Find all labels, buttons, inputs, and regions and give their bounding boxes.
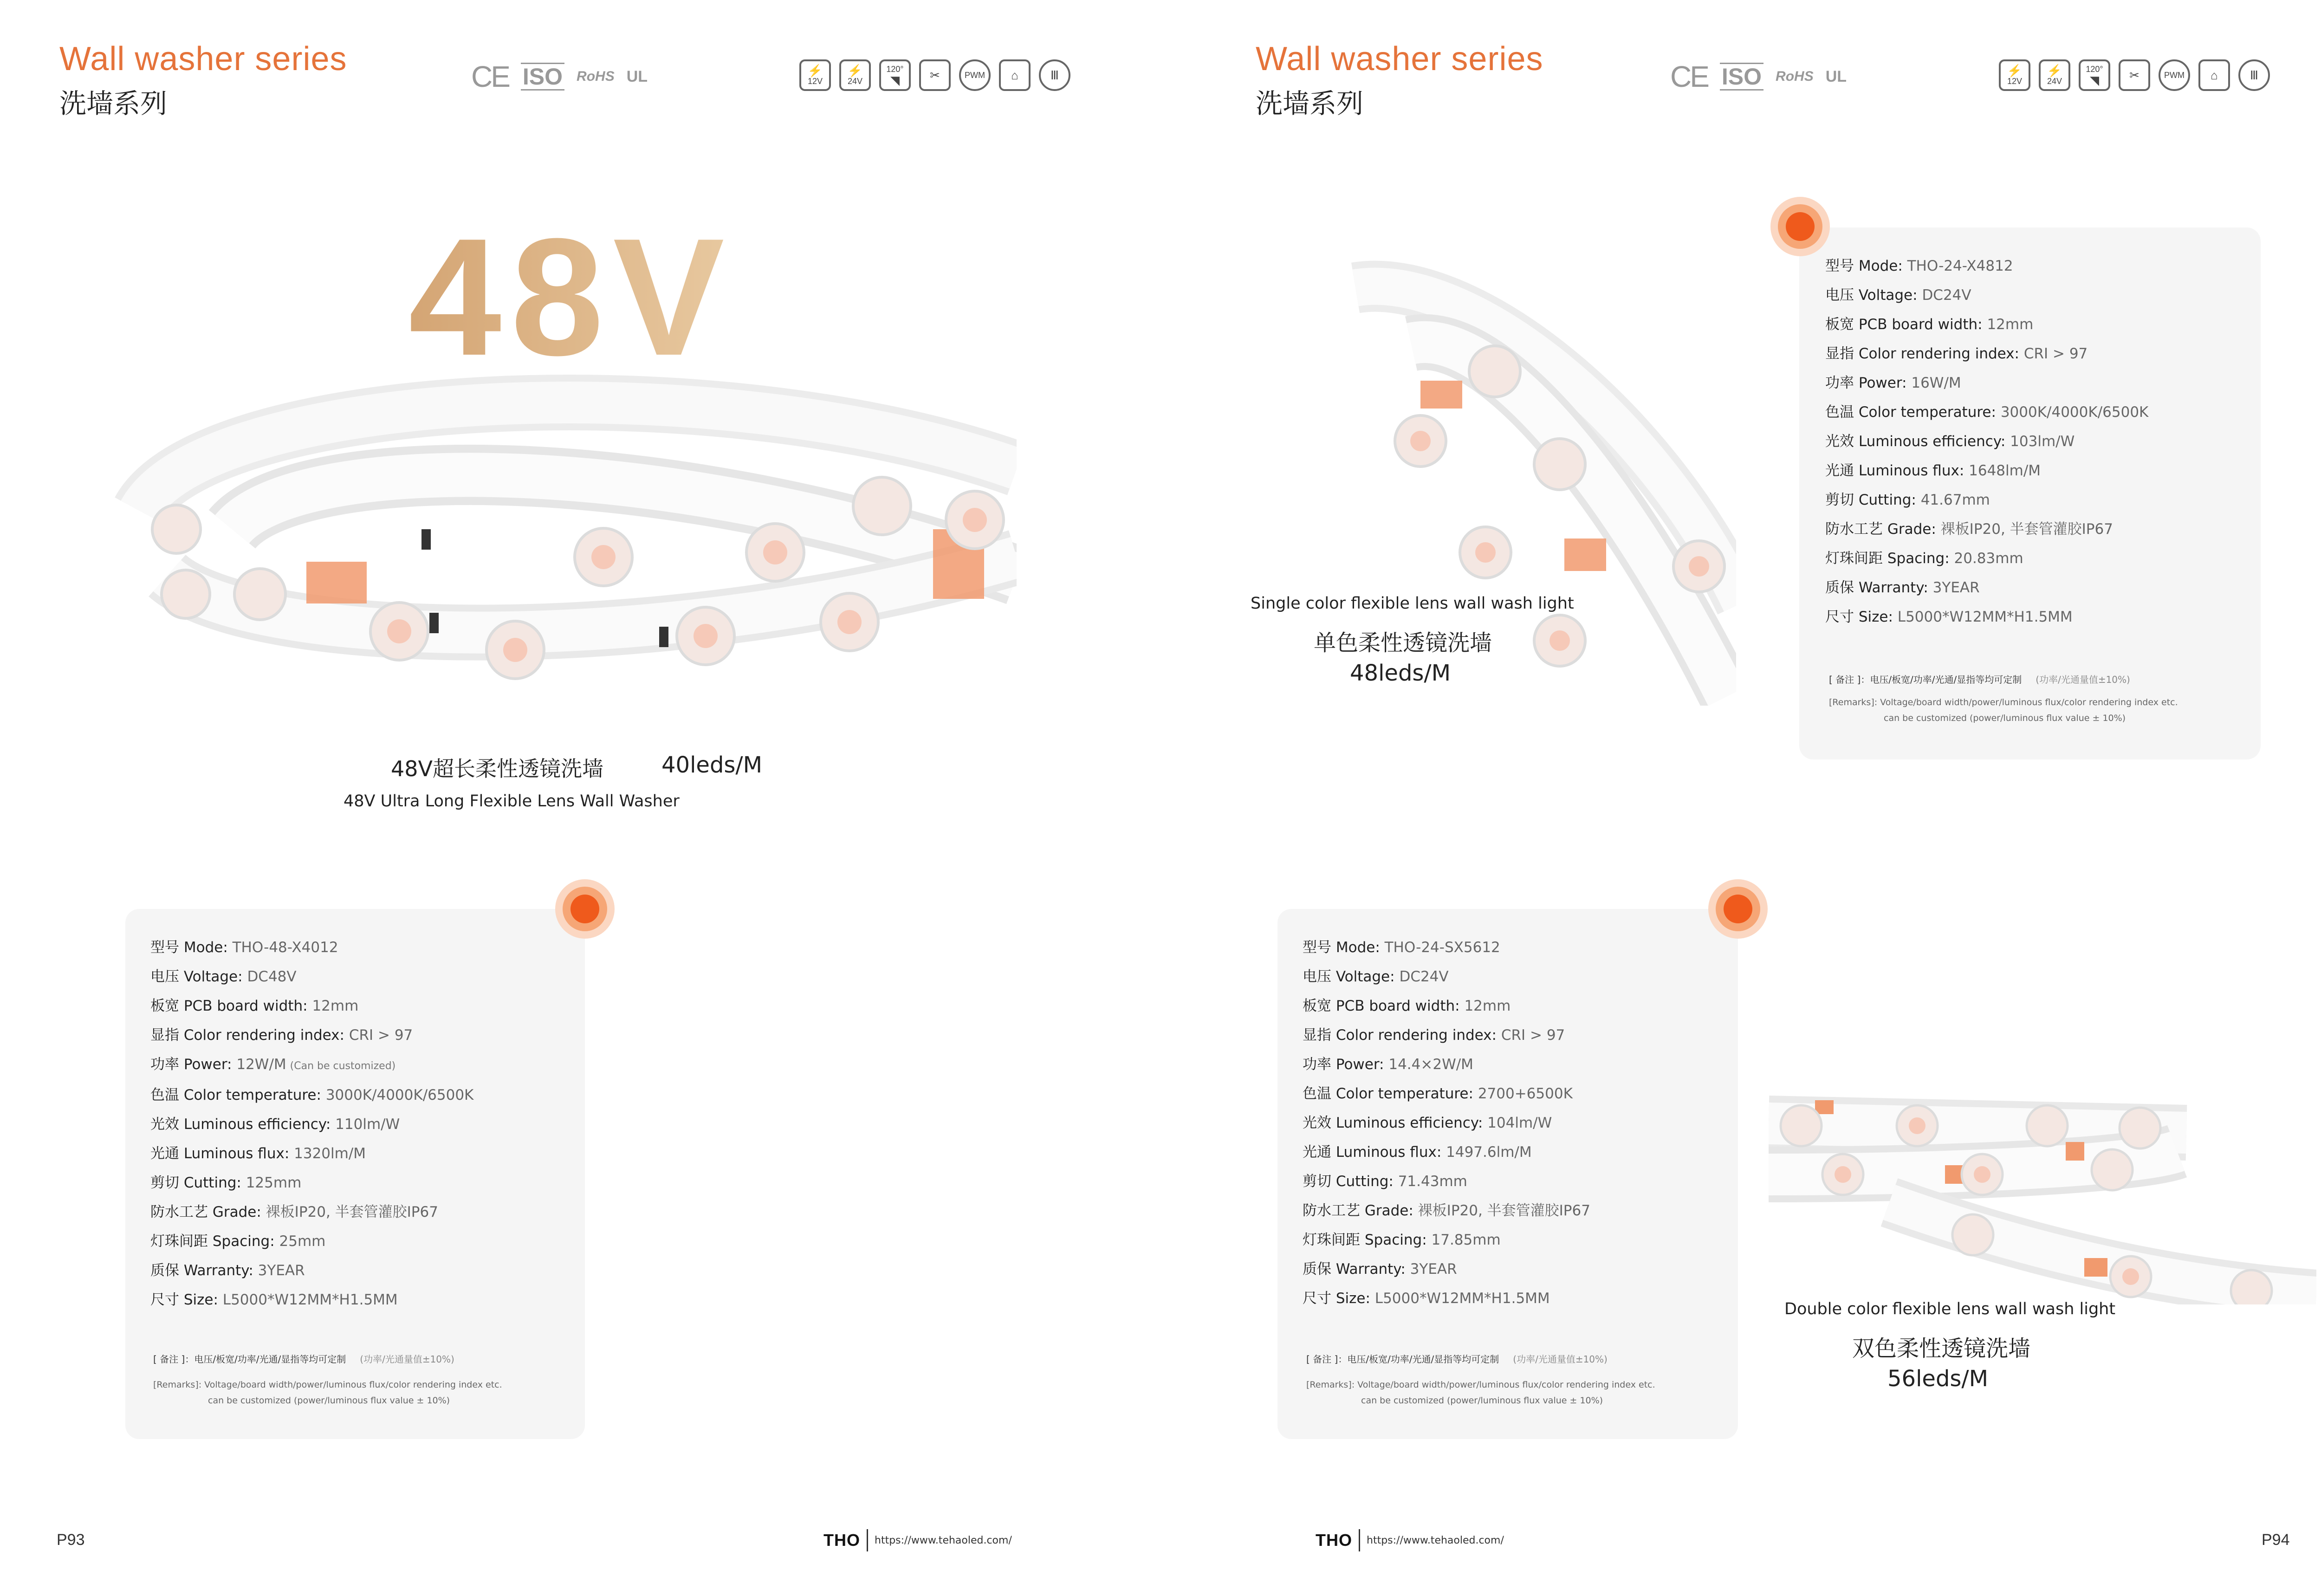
spec-value: 12mm xyxy=(1987,316,2034,333)
spec-label: 光效 Luminous efficiency: xyxy=(1825,433,2010,450)
spec-label: 剪切 Cutting: xyxy=(1825,492,1921,508)
spec-list-48v xyxy=(150,933,473,1315)
series-title-en: Wall washer series xyxy=(59,40,347,78)
spec-label: 型号 Mode: xyxy=(1825,258,1907,274)
spec-row xyxy=(150,1168,473,1198)
page-number-left: P93 xyxy=(57,1531,85,1549)
feature-icons-right xyxy=(1999,59,2270,91)
spec-label: 光效 Luminous efficiency: xyxy=(150,1116,336,1133)
caption-cn-single: 单色柔性透镜洗墙 xyxy=(1314,630,1492,656)
spec-row xyxy=(1303,1284,1590,1313)
12v-icon: ⚡ 12V xyxy=(1999,59,2030,91)
spec-value: 3YEAR xyxy=(1932,579,1980,596)
12v-icon: ⚡ 12V xyxy=(799,59,831,91)
spec-row xyxy=(150,1198,473,1227)
spec-label: 功率 Power: xyxy=(1303,1056,1389,1073)
footer-left xyxy=(823,1529,1012,1551)
spec-row xyxy=(150,1050,473,1081)
tho-logo: THO xyxy=(823,1531,860,1550)
led-strip-image-48v xyxy=(111,334,1017,715)
feature-icons xyxy=(799,59,1070,91)
spec-value: DC24V xyxy=(1399,968,1449,985)
remark-cn: [ 备注 ]：电压/板宽/功率/光通/显指等均可定制 (功率/光通量值±10%) xyxy=(153,1354,454,1365)
spec-label: 显指 Color rendering index: xyxy=(1825,345,2024,362)
spec-row xyxy=(1303,1021,1590,1050)
ce-icon: CE xyxy=(1670,60,1708,93)
spec-label: 色温 Color temperature: xyxy=(1303,1085,1478,1102)
spec-row xyxy=(1303,1196,1590,1226)
indoor-icon: ⌂ xyxy=(2198,59,2230,91)
cut-icon: ✂ xyxy=(919,59,951,91)
spec-row xyxy=(150,1139,473,1168)
caption-en-double: Double color flexible lens wall wash light xyxy=(1784,1300,2116,1318)
product-title-cn-48v: 48V超长柔性透镜洗墙 xyxy=(391,756,604,781)
class-iii-icon: Ⅲ xyxy=(1039,59,1070,91)
pwm-icon: PWM xyxy=(959,59,991,91)
spec-value: 裸板IP20, 半套管灌胶IP67 xyxy=(1940,521,2113,538)
spec-label: 灯珠间距 Spacing: xyxy=(150,1233,279,1250)
remark-cn-double: [ 备注 ]：电压/板宽/功率/光通/显指等均可定制 (功率/光通量值±10%) xyxy=(1306,1354,1608,1365)
certification-icons xyxy=(471,59,648,94)
spec-value: 裸板IP20, 半套管灌胶IP67 xyxy=(1418,1202,1590,1219)
caption-en-single: Single color flexible lens wall wash light xyxy=(1251,594,1574,613)
tho-logo: THO xyxy=(1316,1531,1352,1550)
spec-list-double xyxy=(1303,933,1590,1313)
spec-value: L5000*W12MM*H1.5MM xyxy=(1374,1290,1550,1307)
cut-icon: ✂ xyxy=(2119,59,2150,91)
spec-value: THO-24-SX5612 xyxy=(1384,939,1500,956)
spec-label: 光通 Luminous flux: xyxy=(150,1145,294,1162)
remark-cn-single: [ 备注 ]：电压/板宽/功率/光通/显指等均可定制 (功率/光通量值±10%) xyxy=(1829,674,2130,685)
class-iii-icon: Ⅲ xyxy=(2238,59,2270,91)
spec-note: (Can be customized) xyxy=(290,1060,396,1072)
iso-icon: ISO xyxy=(521,63,564,91)
spec-value: 17.85mm xyxy=(1431,1232,1501,1248)
spec-value: 71.43mm xyxy=(1398,1173,1467,1190)
spec-value: 12W/M xyxy=(236,1056,286,1073)
orange-dot-icon xyxy=(1770,197,1830,256)
spec-label: 电压 Voltage: xyxy=(1825,287,1922,304)
spec-row xyxy=(1825,339,2148,369)
spec-value: CRI > 97 xyxy=(2023,345,2088,362)
pwm-icon: PWM xyxy=(2159,59,2190,91)
spec-label: 防水工艺 Grade: xyxy=(1303,1202,1418,1219)
product-title-en-48v: 48V Ultra Long Flexible Lens Wall Washer xyxy=(344,792,680,811)
spec-label: 色温 Color temperature: xyxy=(1825,404,2001,421)
page-number-right: P94 xyxy=(2262,1531,2290,1549)
spec-label: 显指 Color rendering index: xyxy=(1303,1027,1501,1044)
spec-row xyxy=(1825,398,2148,427)
spec-label: 电压 Voltage: xyxy=(1303,968,1400,985)
spec-row xyxy=(150,1227,473,1256)
spec-row xyxy=(150,992,473,1021)
ul-icon: UL xyxy=(1825,67,1847,85)
spec-label: 剪切 Cutting: xyxy=(150,1174,246,1191)
spec-value: 16W/M xyxy=(1911,375,1961,391)
spec-label: 板宽 PCB board width: xyxy=(1825,316,1987,333)
spec-value: 1497.6lm/M xyxy=(1446,1144,1532,1161)
beam-angle-icon: 120° ◥ xyxy=(879,59,911,91)
spec-label: 功率 Power: xyxy=(150,1056,237,1073)
series-title-cn-right: 洗墙系列 xyxy=(1256,88,1364,119)
spec-label: 防水工艺 Grade: xyxy=(1825,521,1941,538)
spec-label: 尺寸 Size: xyxy=(150,1291,223,1308)
spec-value: CRI > 97 xyxy=(349,1027,413,1044)
certification-icons-right xyxy=(1670,59,1847,94)
spec-value: 103lm/W xyxy=(2010,433,2075,450)
spec-label: 防水工艺 Grade: xyxy=(150,1204,266,1220)
spec-row xyxy=(1303,1167,1590,1196)
spec-row xyxy=(1303,1109,1590,1138)
spec-label: 质保 Warranty: xyxy=(1825,579,1933,596)
spec-label: 板宽 PCB board width: xyxy=(150,998,312,1014)
spec-value: DC24V xyxy=(1922,287,1971,304)
spec-list-single xyxy=(1825,252,2148,632)
remark-en-double: [Remarks]: Voltage/board width/power/luminous flux/color rendering index etc. can be customized (power/luminous flux value ± 10%) xyxy=(1306,1380,1655,1406)
spec-row xyxy=(1303,1138,1590,1167)
rohs-icon: RoHS xyxy=(577,69,615,84)
spec-value: 14.4×2W/M xyxy=(1388,1056,1473,1073)
spec-row xyxy=(1303,933,1590,962)
leds-double: 56leds/M xyxy=(1887,1366,1989,1392)
spec-row xyxy=(150,1110,473,1139)
spec-value: 3YEAR xyxy=(1410,1261,1457,1278)
voltage-headline: 48V xyxy=(408,223,734,376)
24v-icon: ⚡ 24V xyxy=(839,59,871,91)
spec-value: 104lm/W xyxy=(1487,1115,1552,1131)
spec-row xyxy=(1303,992,1590,1021)
spec-label: 型号 Mode: xyxy=(150,939,233,956)
spec-value: L5000*W12MM*H1.5MM xyxy=(1897,609,2073,625)
footer-url[interactable]: https://www.tehaoled.com/ xyxy=(1367,1534,1504,1546)
spec-row xyxy=(150,1081,473,1110)
footer-url[interactable]: https://www.tehaoled.com/ xyxy=(875,1534,1012,1546)
indoor-icon: ⌂ xyxy=(999,59,1031,91)
spec-row xyxy=(1825,369,2148,398)
led-strip-image-double-color xyxy=(1769,1082,2316,1304)
remark-en: [Remarks]: Voltage/board width/power/luminous flux/color rendering index etc. can be customized (power/luminous flux value ± 10%) xyxy=(153,1380,502,1406)
spec-value: DC48V xyxy=(247,968,297,985)
spec-value: 3000K/4000K/6500K xyxy=(2000,404,2149,421)
spec-label: 剪切 Cutting: xyxy=(1303,1173,1398,1190)
spec-value: 12mm xyxy=(312,998,359,1014)
spec-row xyxy=(150,933,473,962)
spec-value: 3000K/4000K/6500K xyxy=(325,1087,474,1103)
spec-label: 光效 Luminous efficiency: xyxy=(1303,1115,1488,1131)
spec-row xyxy=(1825,515,2148,544)
orange-dot-icon xyxy=(1708,879,1768,939)
spec-row xyxy=(1825,427,2148,456)
spec-label: 质保 Warranty: xyxy=(150,1262,258,1279)
spec-value: 12mm xyxy=(1464,998,1511,1014)
spec-label: 板宽 PCB board width: xyxy=(1303,998,1465,1014)
rohs-icon: RoHS xyxy=(1776,69,1814,84)
spec-row xyxy=(1303,1079,1590,1109)
spec-row xyxy=(1825,281,2148,310)
spec-row xyxy=(1303,962,1590,992)
spec-row xyxy=(150,1021,473,1050)
spec-label: 尺寸 Size: xyxy=(1303,1290,1375,1307)
series-title-cn: 洗墙系列 xyxy=(59,88,168,119)
spec-label: 功率 Power: xyxy=(1825,375,1912,391)
spec-row xyxy=(150,1285,473,1315)
spec-value: 25mm xyxy=(279,1233,326,1250)
spec-value: L5000*W12MM*H1.5MM xyxy=(222,1291,398,1308)
spec-label: 电压 Voltage: xyxy=(150,968,247,985)
spec-row xyxy=(1303,1255,1590,1284)
footer-right xyxy=(1316,1529,1504,1551)
spec-value: 110lm/W xyxy=(335,1116,400,1133)
spec-value: THO-48-X4012 xyxy=(232,939,338,956)
series-title-en-right: Wall washer series xyxy=(1256,40,1543,78)
spec-row xyxy=(1825,603,2148,632)
spec-row xyxy=(1825,544,2148,573)
spec-label: 灯珠间距 Spacing: xyxy=(1303,1232,1432,1248)
spec-label: 光通 Luminous flux: xyxy=(1825,462,1969,479)
spec-row xyxy=(1303,1226,1590,1255)
spec-label: 色温 Color temperature: xyxy=(150,1087,326,1103)
iso-icon: ISO xyxy=(1720,63,1763,91)
24v-icon: ⚡ 24V xyxy=(2039,59,2070,91)
spec-label: 灯珠间距 Spacing: xyxy=(1825,550,1954,567)
ul-icon: UL xyxy=(626,67,648,85)
spec-row xyxy=(150,962,473,992)
spec-value: 125mm xyxy=(246,1174,302,1191)
image-crop-mask xyxy=(1736,232,1796,706)
spec-value: 1320lm/M xyxy=(294,1145,366,1162)
product-leds-48v: 40leds/M xyxy=(661,752,763,778)
spec-value: CRI > 97 xyxy=(1501,1027,1565,1044)
spec-value: 41.67mm xyxy=(1920,492,1990,508)
ce-icon: CE xyxy=(471,60,509,93)
orange-dot-icon xyxy=(555,879,615,939)
spec-value: 20.83mm xyxy=(1954,550,2023,567)
spec-row xyxy=(1825,573,2148,603)
spec-value: 裸板IP20, 半套管灌胶IP67 xyxy=(266,1204,438,1220)
spec-row xyxy=(1825,310,2148,339)
leds-single: 48leds/M xyxy=(1350,660,1451,686)
spec-row xyxy=(1303,1050,1590,1079)
spec-label: 型号 Mode: xyxy=(1303,939,1385,956)
spec-label: 光通 Luminous flux: xyxy=(1303,1144,1446,1161)
spec-row xyxy=(150,1256,473,1285)
caption-cn-double: 双色柔性透镜洗墙 xyxy=(1852,1336,2031,1362)
spec-row xyxy=(1825,486,2148,515)
spec-row xyxy=(1825,252,2148,281)
spec-label: 质保 Warranty: xyxy=(1303,1261,1410,1278)
spec-value: 3YEAR xyxy=(258,1262,305,1279)
spec-label: 显指 Color rendering index: xyxy=(150,1027,349,1044)
spec-value: THO-24-X4812 xyxy=(1907,258,2013,274)
spec-value: 2700+6500K xyxy=(1478,1085,1573,1102)
spec-label: 尺寸 Size: xyxy=(1825,609,1898,625)
remark-en-single: [Remarks]: Voltage/board width/power/luminous flux/color rendering index etc. can be customized (power/luminous flux value ± 10%) xyxy=(1829,697,2178,723)
beam-angle-icon: 120° ◥ xyxy=(2079,59,2110,91)
spec-value: 1648lm/M xyxy=(1969,462,2041,479)
spec-row xyxy=(1825,456,2148,486)
